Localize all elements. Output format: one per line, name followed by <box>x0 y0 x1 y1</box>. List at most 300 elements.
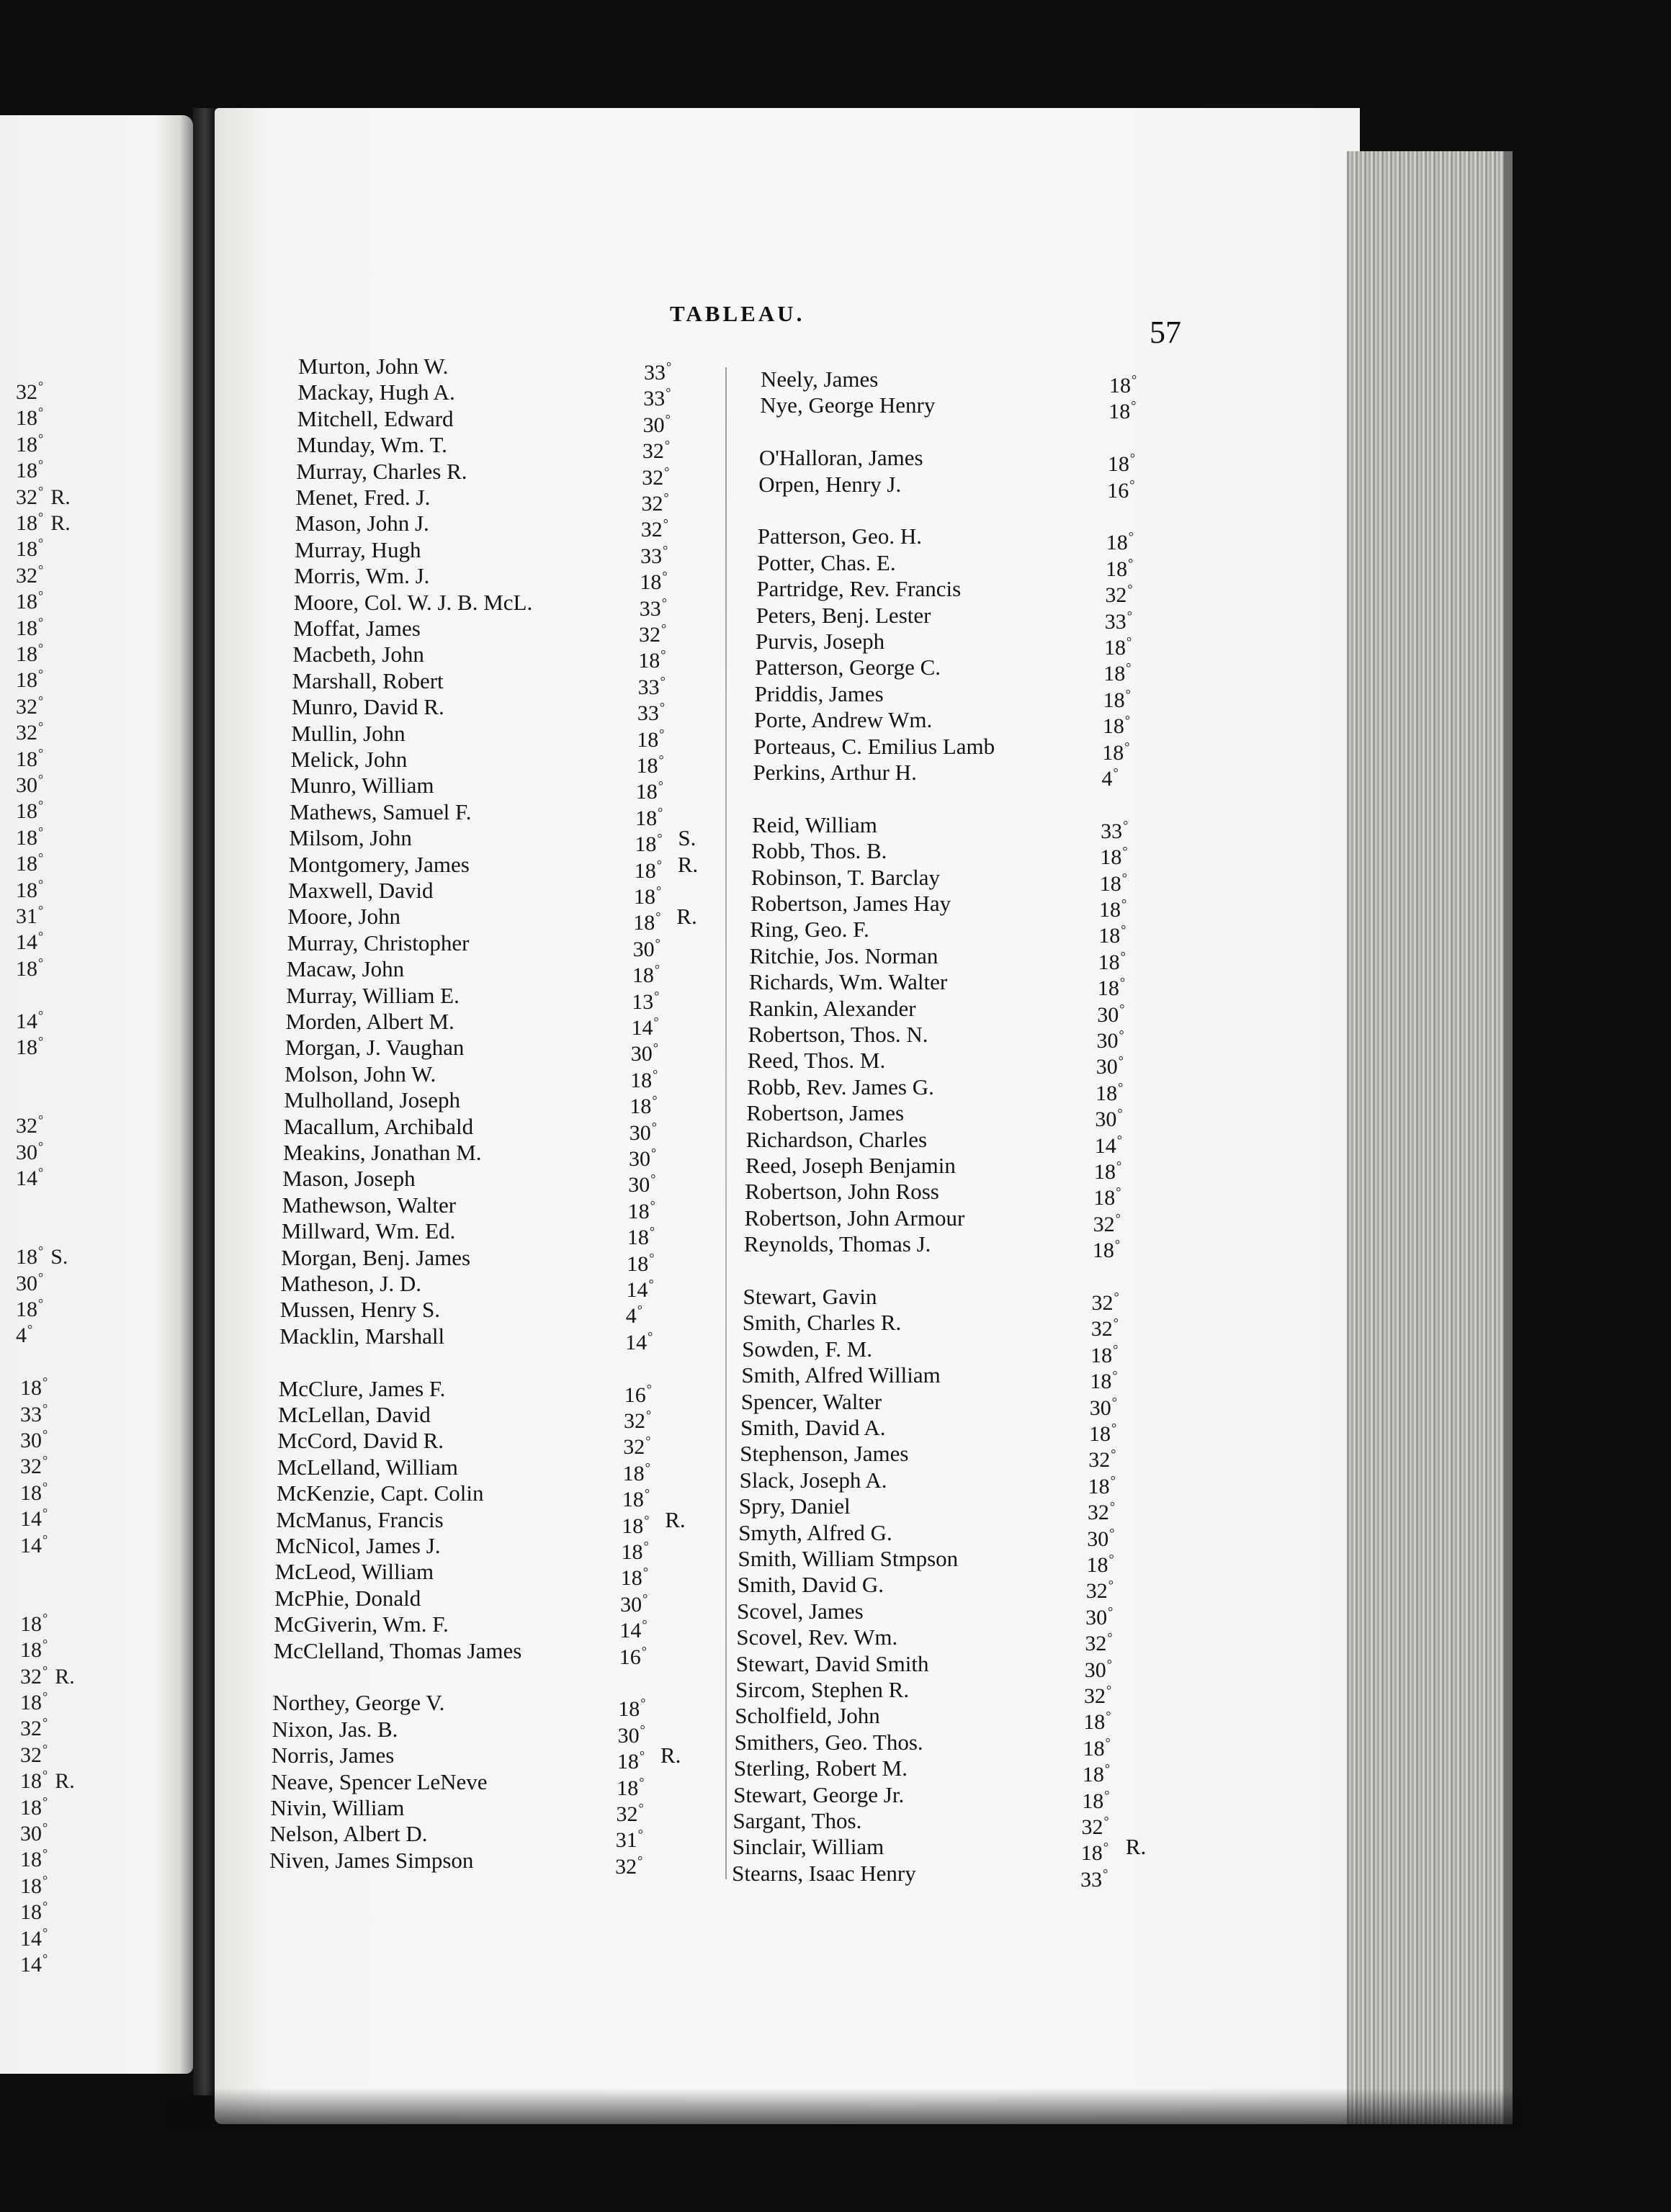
left-page-entry <box>20 1659 75 1689</box>
degree-value: 32° <box>16 483 44 509</box>
degree-value: 18° <box>16 431 44 457</box>
member-entry <box>288 878 706 909</box>
member-name: Slack, Joseph A. <box>739 1467 887 1493</box>
rite-mark: R. <box>55 1664 75 1689</box>
degree-value: 18° <box>20 1689 48 1714</box>
degree-value: 33° <box>643 385 671 411</box>
left-page-entry <box>16 531 43 561</box>
member-entry <box>734 1729 1152 1761</box>
book-gutter <box>193 108 215 2095</box>
member-entry <box>291 694 709 726</box>
degree-value: 18° <box>16 1034 44 1059</box>
member-name: McClelland, Thomas James <box>273 1637 522 1663</box>
member-name: Morden, Albert M. <box>285 1009 454 1034</box>
member-entry <box>743 1284 1161 1315</box>
member-name: Reed, Thos. M. <box>747 1048 886 1074</box>
member-name: Spencer, Walter <box>740 1388 882 1414</box>
degree-value: 31° <box>615 1827 643 1853</box>
left-page-entry <box>16 584 43 613</box>
degree-value: 18° <box>1088 1473 1116 1498</box>
page-bottom-shadow <box>166 2088 1520 2131</box>
left-page-entry <box>16 374 43 404</box>
member-entry <box>741 1362 1159 1394</box>
member-name: Stewart, Gavin <box>743 1284 877 1309</box>
member-name: Maxwell, David <box>288 878 434 903</box>
degree-value: 18° <box>1089 1421 1117 1446</box>
member-name: Montgomery, James <box>288 851 470 877</box>
degree-value: 14° <box>1094 1132 1122 1158</box>
member-entry <box>281 1218 699 1250</box>
member-name: McLellan, David <box>278 1402 431 1427</box>
member-entry <box>753 760 1171 791</box>
member-name: Milsom, John <box>289 825 412 851</box>
left-page-entry <box>16 1030 43 1059</box>
left-page-entry <box>16 873 43 902</box>
member-entry <box>743 1231 1162 1263</box>
degree-value: 30° <box>1096 1028 1124 1053</box>
degree-value: 18° <box>632 962 660 988</box>
member-name: Reid, William <box>752 811 877 837</box>
member-name: Patterson, George C. <box>755 655 941 680</box>
member-name: Molson, John W. <box>285 1061 436 1087</box>
degree-value: 16° <box>619 1643 647 1669</box>
left-page-entry <box>20 1763 75 1793</box>
degree-value: 18° <box>16 510 44 535</box>
degree-value: 18° <box>1099 896 1127 922</box>
member-name: Moore, John <box>287 904 401 930</box>
member-name: Nelson, Albert D. <box>269 1821 428 1847</box>
member-entry <box>751 838 1169 870</box>
degree-value: 14° <box>619 1617 648 1643</box>
member-entry <box>732 1834 1150 1866</box>
member-name: Robertson, James <box>746 1100 905 1126</box>
degree-value: 16° <box>624 1381 652 1407</box>
degree-value: 32° <box>615 1853 643 1879</box>
member-entry <box>736 1624 1154 1656</box>
rite-mark: S. <box>50 1245 68 1269</box>
member-entry <box>285 1061 702 1092</box>
degree-value: 18° <box>1094 1159 1122 1184</box>
member-entry <box>735 1650 1154 1682</box>
degree-value: 18° <box>634 857 662 883</box>
member-name: Morris, Wm. J. <box>294 563 430 589</box>
member-name: Mason, Joseph <box>282 1166 416 1192</box>
degree-value: 32° <box>1091 1290 1119 1315</box>
member-name: Purvis, Joseph <box>756 629 885 654</box>
degree-value: 18° <box>16 588 44 614</box>
degree-value: 30° <box>629 1146 657 1171</box>
degree-value: 18° <box>622 1460 650 1485</box>
member-entry <box>748 969 1167 1001</box>
member-entry <box>288 851 707 883</box>
left-page-entry <box>16 427 43 457</box>
degree-value: 32° <box>20 1663 48 1689</box>
degree-value: 18° <box>640 569 668 595</box>
member-name: Robb, Thos. B. <box>751 838 887 864</box>
member-name: McNicol, James J. <box>275 1533 441 1558</box>
degree-value: 33° <box>20 1401 48 1426</box>
member-name: Marshall, Robert <box>292 667 444 693</box>
left-page-entry <box>16 1239 68 1269</box>
degree-value: 18° <box>622 1512 650 1538</box>
member-name: Munday, Wm. T. <box>296 432 447 458</box>
degree-value: 30° <box>20 1427 48 1452</box>
member-name: Porte, Andrew Wm. <box>753 707 933 733</box>
member-entry <box>733 1781 1151 1813</box>
degree-value: 30° <box>1097 1001 1125 1027</box>
degree-value: 18° <box>1107 451 1136 477</box>
degree-value: 18° <box>1106 555 1134 581</box>
left-page-entry <box>20 1869 48 1898</box>
degree-value: 14° <box>16 929 44 955</box>
member-name: Potter, Chas. E. <box>757 549 896 575</box>
member-name: Moore, Col. W. J. B. McL. <box>293 589 533 615</box>
member-name: Stewart, David Smith <box>735 1650 929 1676</box>
degree-value: 32° <box>1081 1814 1109 1839</box>
member-entry <box>282 1192 700 1223</box>
degree-value: 32° <box>16 562 44 588</box>
degree-value: 18° <box>16 536 44 562</box>
degree-value: 30° <box>1084 1656 1112 1682</box>
member-entry <box>283 1140 701 1171</box>
degree-value: 18° <box>20 1610 48 1636</box>
member-name: Stephenson, James <box>740 1441 909 1467</box>
degree-value: 30° <box>1085 1604 1114 1629</box>
degree-value: 18° <box>16 457 44 483</box>
degree-value: 18° <box>1090 1341 1119 1367</box>
member-entry <box>756 602 1174 634</box>
member-name: Mussen, Henry S. <box>279 1297 440 1323</box>
degree-value: 33° <box>1080 1866 1108 1892</box>
left-page-entry <box>20 1423 48 1452</box>
left-page-entry <box>20 1711 48 1740</box>
member-entry <box>748 1022 1166 1053</box>
left-page-entry <box>16 1161 43 1190</box>
degree-value: 32° <box>16 379 44 404</box>
degree-value: 18° <box>630 1066 658 1092</box>
left-page-entry <box>20 1816 48 1845</box>
left-page-entry <box>16 951 43 981</box>
member-name: McGiverin, Wm. F. <box>274 1611 449 1637</box>
left-page-entry <box>20 1632 48 1662</box>
member-entry <box>735 1677 1153 1708</box>
left-page-entry <box>16 793 43 823</box>
degree-value: 4° <box>1101 765 1119 791</box>
degree-value: 18° <box>1092 1237 1121 1263</box>
degree-value: 18° <box>1097 975 1126 1001</box>
left-page-entry <box>16 505 71 535</box>
degree-value: 30° <box>629 1119 657 1145</box>
degree-value: 18° <box>627 1197 655 1223</box>
left-page-entry <box>16 1004 43 1033</box>
member-entry <box>758 471 1176 503</box>
degree-value: 18° <box>1096 1079 1124 1105</box>
left-page-entry <box>16 715 43 745</box>
member-name: Meakins, Jonathan M. <box>283 1140 482 1165</box>
rite-mark: S. <box>678 825 696 851</box>
member-name: Mackay, Hugh A. <box>297 379 455 405</box>
degree-value: 4° <box>625 1303 642 1328</box>
member-name: Smith, David G. <box>737 1572 884 1598</box>
member-entry <box>277 1454 695 1485</box>
degree-value: 32° <box>642 438 671 464</box>
degree-value: 18° <box>16 667 44 693</box>
member-entry <box>287 904 705 935</box>
degree-value: 30° <box>1089 1394 1117 1420</box>
degree-value: 18° <box>1082 1761 1111 1787</box>
degree-value: 18° <box>16 1244 44 1269</box>
degree-value: 18° <box>1103 686 1131 712</box>
degree-value: 14° <box>20 1925 48 1951</box>
degree-value: 18° <box>16 955 44 981</box>
left-page-entry <box>16 925 43 954</box>
member-name: Murray, Charles R. <box>296 458 467 484</box>
member-entry <box>746 1100 1164 1132</box>
degree-value: 30° <box>628 1172 656 1197</box>
member-name: Morgan, Benj. James <box>281 1244 471 1270</box>
member-entry <box>296 432 714 464</box>
degree-value: 14° <box>20 1951 48 1977</box>
degree-value: 18° <box>618 1696 646 1722</box>
member-entry <box>276 1506 694 1538</box>
degree-value: 33° <box>1104 608 1132 634</box>
degree-value: 18° <box>634 884 662 909</box>
degree-value: 18° <box>20 1637 48 1663</box>
degree-value: 18° <box>635 804 663 830</box>
degree-value: 30° <box>632 935 660 961</box>
member-entry <box>269 1847 687 1879</box>
member-name: Sinclair, William <box>732 1834 884 1860</box>
left-page-entry <box>20 1790 48 1820</box>
left-page-entry <box>20 1501 48 1531</box>
degree-value: 32° <box>1085 1630 1113 1656</box>
member-name: Macklin, Marshall <box>279 1323 445 1349</box>
degree-value: 18° <box>1104 634 1132 660</box>
member-entry <box>761 367 1178 397</box>
left-page-entry <box>20 1528 48 1557</box>
member-name: Moffat, James <box>293 616 421 641</box>
degree-value: 18° <box>1082 1787 1110 1813</box>
left-page-entry <box>20 1606 48 1636</box>
degree-value: 14° <box>625 1328 653 1354</box>
member-name: McKenzie, Capt. Colin <box>276 1480 484 1506</box>
page-number: 57 <box>1150 315 1181 350</box>
degree-value: 32° <box>1085 1578 1114 1604</box>
degree-value: 32° <box>1087 1499 1116 1525</box>
member-entry <box>291 720 709 752</box>
degree-value: 32° <box>623 1434 651 1460</box>
member-entry <box>293 589 712 621</box>
degree-value: 18° <box>1108 398 1137 424</box>
member-name: Mathewson, Walter <box>282 1192 457 1218</box>
rite-mark: R. <box>1125 1834 1147 1860</box>
degree-value: 18° <box>16 1296 44 1321</box>
member-name: Smith, Charles R. <box>742 1310 902 1336</box>
degree-value: 32° <box>639 621 667 647</box>
left-page-entry <box>16 899 43 928</box>
member-name: Nixon, Jas. B. <box>272 1716 398 1742</box>
member-name: Murray, William E. <box>286 982 460 1008</box>
degree-value: 33° <box>1101 817 1129 843</box>
member-entry <box>271 1768 689 1800</box>
member-entry <box>747 1048 1165 1079</box>
degree-value: 18° <box>1083 1735 1111 1761</box>
degree-value: 18° <box>20 1846 48 1872</box>
member-name: Ritchie, Jos. Norman <box>749 943 938 968</box>
member-entry <box>274 1611 691 1643</box>
member-entry <box>745 1179 1162 1210</box>
member-name: Priddis, James <box>754 680 884 706</box>
member-name: Robb, Rev. James G. <box>747 1074 934 1100</box>
degree-value: 18° <box>16 798 44 824</box>
rite-mark: R. <box>55 1769 75 1794</box>
degree-value: 14° <box>626 1277 654 1302</box>
left-page-entry <box>20 1685 48 1714</box>
member-name: Richardson, Charles <box>745 1126 928 1152</box>
degree-value: 18° <box>637 726 665 752</box>
left-page-entry <box>20 1737 48 1767</box>
member-name: Niven, James Simpson <box>269 1847 474 1873</box>
member-entry <box>279 1297 698 1328</box>
degree-value: 14° <box>16 1007 44 1033</box>
degree-value: 32° <box>20 1715 48 1741</box>
left-page-entry <box>16 1318 32 1347</box>
member-entry <box>749 943 1168 974</box>
member-name: McCord, David R. <box>277 1428 444 1454</box>
degree-value: 18° <box>20 1794 48 1820</box>
degree-value: 18° <box>1098 948 1126 974</box>
member-entry <box>738 1519 1156 1551</box>
degree-value: 18° <box>1109 372 1137 397</box>
member-name: Scholfield, John <box>735 1703 880 1729</box>
degree-value: 30° <box>16 1269 44 1295</box>
left-page-entry <box>16 1266 43 1295</box>
rite-mark: R. <box>677 851 699 877</box>
member-entry <box>747 1074 1165 1105</box>
member-name: Murray, Hugh <box>295 536 421 562</box>
member-name: Richards, Wm. Walter <box>748 969 948 995</box>
left-page-entry <box>16 689 43 719</box>
degree-value: 30° <box>16 772 44 797</box>
member-name: Morgan, J. Vaughan <box>285 1035 465 1061</box>
member-entry <box>745 1153 1163 1184</box>
degree-value: 18° <box>16 641 44 666</box>
member-entry <box>733 1808 1151 1839</box>
degree-value: 32° <box>641 490 669 516</box>
degree-value: 18° <box>1086 1552 1114 1577</box>
member-entry <box>287 930 705 961</box>
degree-value: 18° <box>20 1479 48 1505</box>
member-entry <box>732 1860 1150 1892</box>
left-page-entry <box>20 1397 48 1426</box>
degree-value: 31° <box>16 903 44 928</box>
member-entry <box>758 445 1177 477</box>
degree-value: 4° <box>16 1322 33 1348</box>
member-name: Munro, David R. <box>291 694 444 720</box>
member-name: Matheson, J. D. <box>280 1271 421 1296</box>
member-entry <box>756 629 1173 660</box>
degree-value: 18° <box>1090 1368 1118 1394</box>
degree-value: 30° <box>1096 1053 1124 1079</box>
page-edges <box>1347 151 1513 2124</box>
left-page-entry <box>16 480 71 509</box>
degree-value: 18° <box>638 647 666 673</box>
member-name: Mitchell, Edward <box>297 405 454 431</box>
degree-value: 14° <box>16 1165 44 1190</box>
member-name: Smith, David A. <box>740 1415 886 1440</box>
left-page-entry <box>16 820 43 850</box>
degree-value: 14° <box>631 1015 659 1040</box>
degree-value: 33° <box>637 673 666 699</box>
degree-value: 18° <box>1103 660 1132 686</box>
member-entry <box>738 1493 1157 1525</box>
degree-value: 30° <box>16 1138 44 1164</box>
member-entry <box>760 392 1178 424</box>
member-entry <box>281 1244 699 1276</box>
member-entry <box>297 379 715 411</box>
left-page-entry <box>20 1894 48 1924</box>
member-entry <box>277 1428 695 1460</box>
member-name: Melick, John <box>290 747 408 772</box>
member-entry <box>751 891 1168 922</box>
member-name: Murray, Christopher <box>287 930 470 956</box>
member-name: Neave, Spencer LeNeve <box>271 1768 488 1794</box>
member-name: McClure, James F. <box>278 1375 446 1401</box>
member-name: O'Halloran, James <box>758 445 923 471</box>
member-name: Scovel, Rev. Wm. <box>736 1624 898 1650</box>
member-entry <box>755 655 1173 686</box>
degree-value: 18° <box>630 1093 658 1119</box>
degree-value: 18° <box>20 1872 48 1898</box>
member-entry <box>274 1585 692 1617</box>
degree-value: 32° <box>1105 582 1133 608</box>
member-name: Porteaus, C. Emilius Lamb <box>753 733 995 759</box>
degree-value: 18° <box>20 1899 48 1925</box>
member-name: McManus, Francis <box>276 1506 444 1532</box>
degree-value: 14° <box>20 1532 48 1557</box>
member-name: Robertson, John Ross <box>745 1179 939 1205</box>
member-name: Mulholland, Joseph <box>284 1087 460 1113</box>
degree-value: 18° <box>635 778 663 804</box>
degree-value: 18° <box>16 405 44 431</box>
member-entry <box>292 667 710 699</box>
member-entry <box>748 995 1166 1027</box>
member-name: Stearns, Isaac Henry <box>732 1860 916 1886</box>
member-name: Norris, James <box>271 1743 395 1768</box>
left-page-entry <box>16 742 43 771</box>
degree-value: 18° <box>617 1774 645 1800</box>
member-entry <box>297 405 715 437</box>
degree-value: 18° <box>622 1486 650 1512</box>
member-name: Millward, Wm. Ed. <box>281 1218 456 1244</box>
page-title: TABLEAU. <box>670 301 805 326</box>
degree-value: 30° <box>620 1591 648 1617</box>
degree-value: 32° <box>616 1801 644 1826</box>
member-entry <box>290 773 708 804</box>
member-entry <box>271 1743 689 1774</box>
member-entry <box>294 563 712 595</box>
rite-mark: R. <box>50 511 71 535</box>
left-page-entry <box>16 637 43 666</box>
member-name: Reed, Joseph Benjamin <box>745 1153 956 1178</box>
member-name: McLelland, William <box>277 1454 458 1480</box>
member-entry <box>275 1533 694 1564</box>
degree-value: 18° <box>1093 1184 1121 1210</box>
member-entry <box>756 576 1174 608</box>
member-entry <box>738 1546 1156 1577</box>
member-name: Robinson, T. Barclay <box>751 864 941 890</box>
degree-value: 18° <box>621 1539 649 1564</box>
